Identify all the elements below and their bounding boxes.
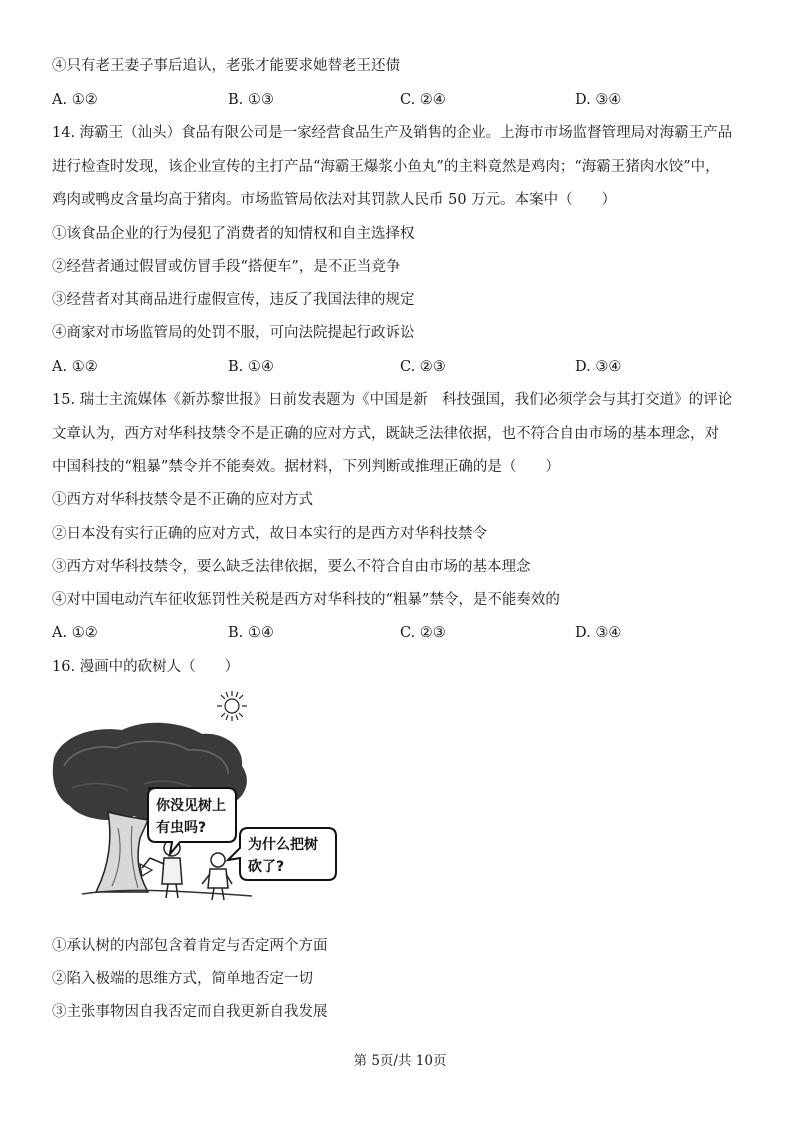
q14-option-b: B. ①④ bbox=[228, 359, 274, 375]
q15-option-a: A. ①② bbox=[52, 625, 98, 641]
q16-item-1: ①承认树的内部包含着肯定与否定两个方面 bbox=[52, 938, 328, 954]
q13-option-b: B. ①③ bbox=[228, 92, 274, 108]
q14-item-3: ③经营者对其商品进行虚假宣传，违反了我国法律的规定 bbox=[52, 292, 415, 308]
q15-options bbox=[52, 623, 752, 643]
bubble-boy-line-2: 砍了? bbox=[248, 859, 285, 875]
q13-option-d: D. ③④ bbox=[575, 92, 622, 108]
q14-stem-line-1: 14. 海霸王（汕头）食品有限公司是一家经营食品生产及销售的企业。上海市市场监督管理局对海霸王产品 bbox=[52, 125, 733, 141]
q16-stem: 16. 漫画中的砍树人（ ） bbox=[52, 659, 240, 675]
bubble-cutter-line-2: 有虫吗? bbox=[156, 820, 207, 836]
q15-stem-line-1: 15. 瑞士主流媒体《新苏黎世报》日前发表题为《中国是新 科技强国，我们必须学会与其打交道》的评论 bbox=[52, 392, 733, 408]
q15-item-4: ④对中国电动汽车征收惩罚性关税是西方对华科技的“粗暴”禁令，是不能奏效的 bbox=[52, 592, 560, 608]
tree-cutter-cartoon bbox=[52, 688, 352, 928]
q14-option-a: A. ①② bbox=[52, 359, 98, 375]
speech-bubble-cutter bbox=[148, 788, 236, 854]
sun-icon bbox=[217, 691, 247, 721]
q16-item-3: ③主张事物因自我否定而自我更新自我发展 bbox=[52, 1004, 328, 1020]
q14-options bbox=[52, 357, 752, 377]
speech-bubble-boy bbox=[228, 828, 336, 880]
q14-item-1: ①该食品企业的行为侵犯了消费者的知情权和自主选择权 bbox=[52, 226, 415, 242]
q13-options bbox=[52, 90, 752, 110]
q15-stem-line-2: 文章认为，西方对华科技禁令不是正确的应对方式，既缺乏法律依据，也不符合自由市场的基本理念，对 bbox=[52, 426, 719, 442]
q13-item-4: ④只有老王妻子事后追认，老张才能要求她替老王还债 bbox=[52, 58, 400, 74]
q14-option-d: D. ③④ bbox=[575, 359, 622, 375]
page-number: 第 5页/共 10页 bbox=[353, 1053, 447, 1069]
bubble-cutter-line-1: 你没见树上 bbox=[156, 798, 226, 814]
q13-option-c: C. ②④ bbox=[400, 92, 446, 108]
q14-option-c: C. ②③ bbox=[400, 359, 446, 375]
q15-option-c: C. ②③ bbox=[400, 625, 446, 641]
q14-item-2: ②经营者通过假冒或仿冒手段“搭便车”，是不正当竞争 bbox=[52, 259, 401, 275]
q15-option-b: B. ①④ bbox=[228, 625, 274, 641]
q15-option-d: D. ③④ bbox=[575, 625, 622, 641]
q15-item-1: ①西方对华科技禁令是不正确的应对方式 bbox=[52, 492, 313, 508]
q13-option-a: A. ①② bbox=[52, 92, 98, 108]
q15-item-2: ②日本没有实行正确的应对方式，故日本实行的是西方对华科技禁令 bbox=[52, 526, 487, 542]
bubble-boy-line-1: 为什么把树 bbox=[248, 837, 318, 853]
q15-stem-line-3: 中国科技的“粗暴”禁令并不能奏效。据材料，下列判断或推理正确的是（ ） bbox=[52, 459, 560, 475]
q14-item-4: ④商家对市场监管局的处罚不服，可向法院提起行政诉讼 bbox=[52, 325, 415, 341]
q15-item-3: ③西方对华科技禁令，要么缺乏法律依据，要么不符合自由市场的基本理念 bbox=[52, 559, 531, 575]
q14-stem-line-3: 鸡肉或鸭皮含量均高于猪肉。市场监管局依法对其罚款人民币 50 万元。本案中（ ） bbox=[52, 192, 617, 208]
q14-stem-line-2: 进行检查时发现，该企业宣传的主打产品“海霸王爆浆小鱼丸”的主料竟然是鸡肉；“海霸王猪肉水饺”中， bbox=[52, 159, 720, 175]
tree-trunk bbox=[96, 812, 152, 892]
q16-item-2: ②陷入极端的思维方式，简单地否定一切 bbox=[52, 971, 313, 987]
